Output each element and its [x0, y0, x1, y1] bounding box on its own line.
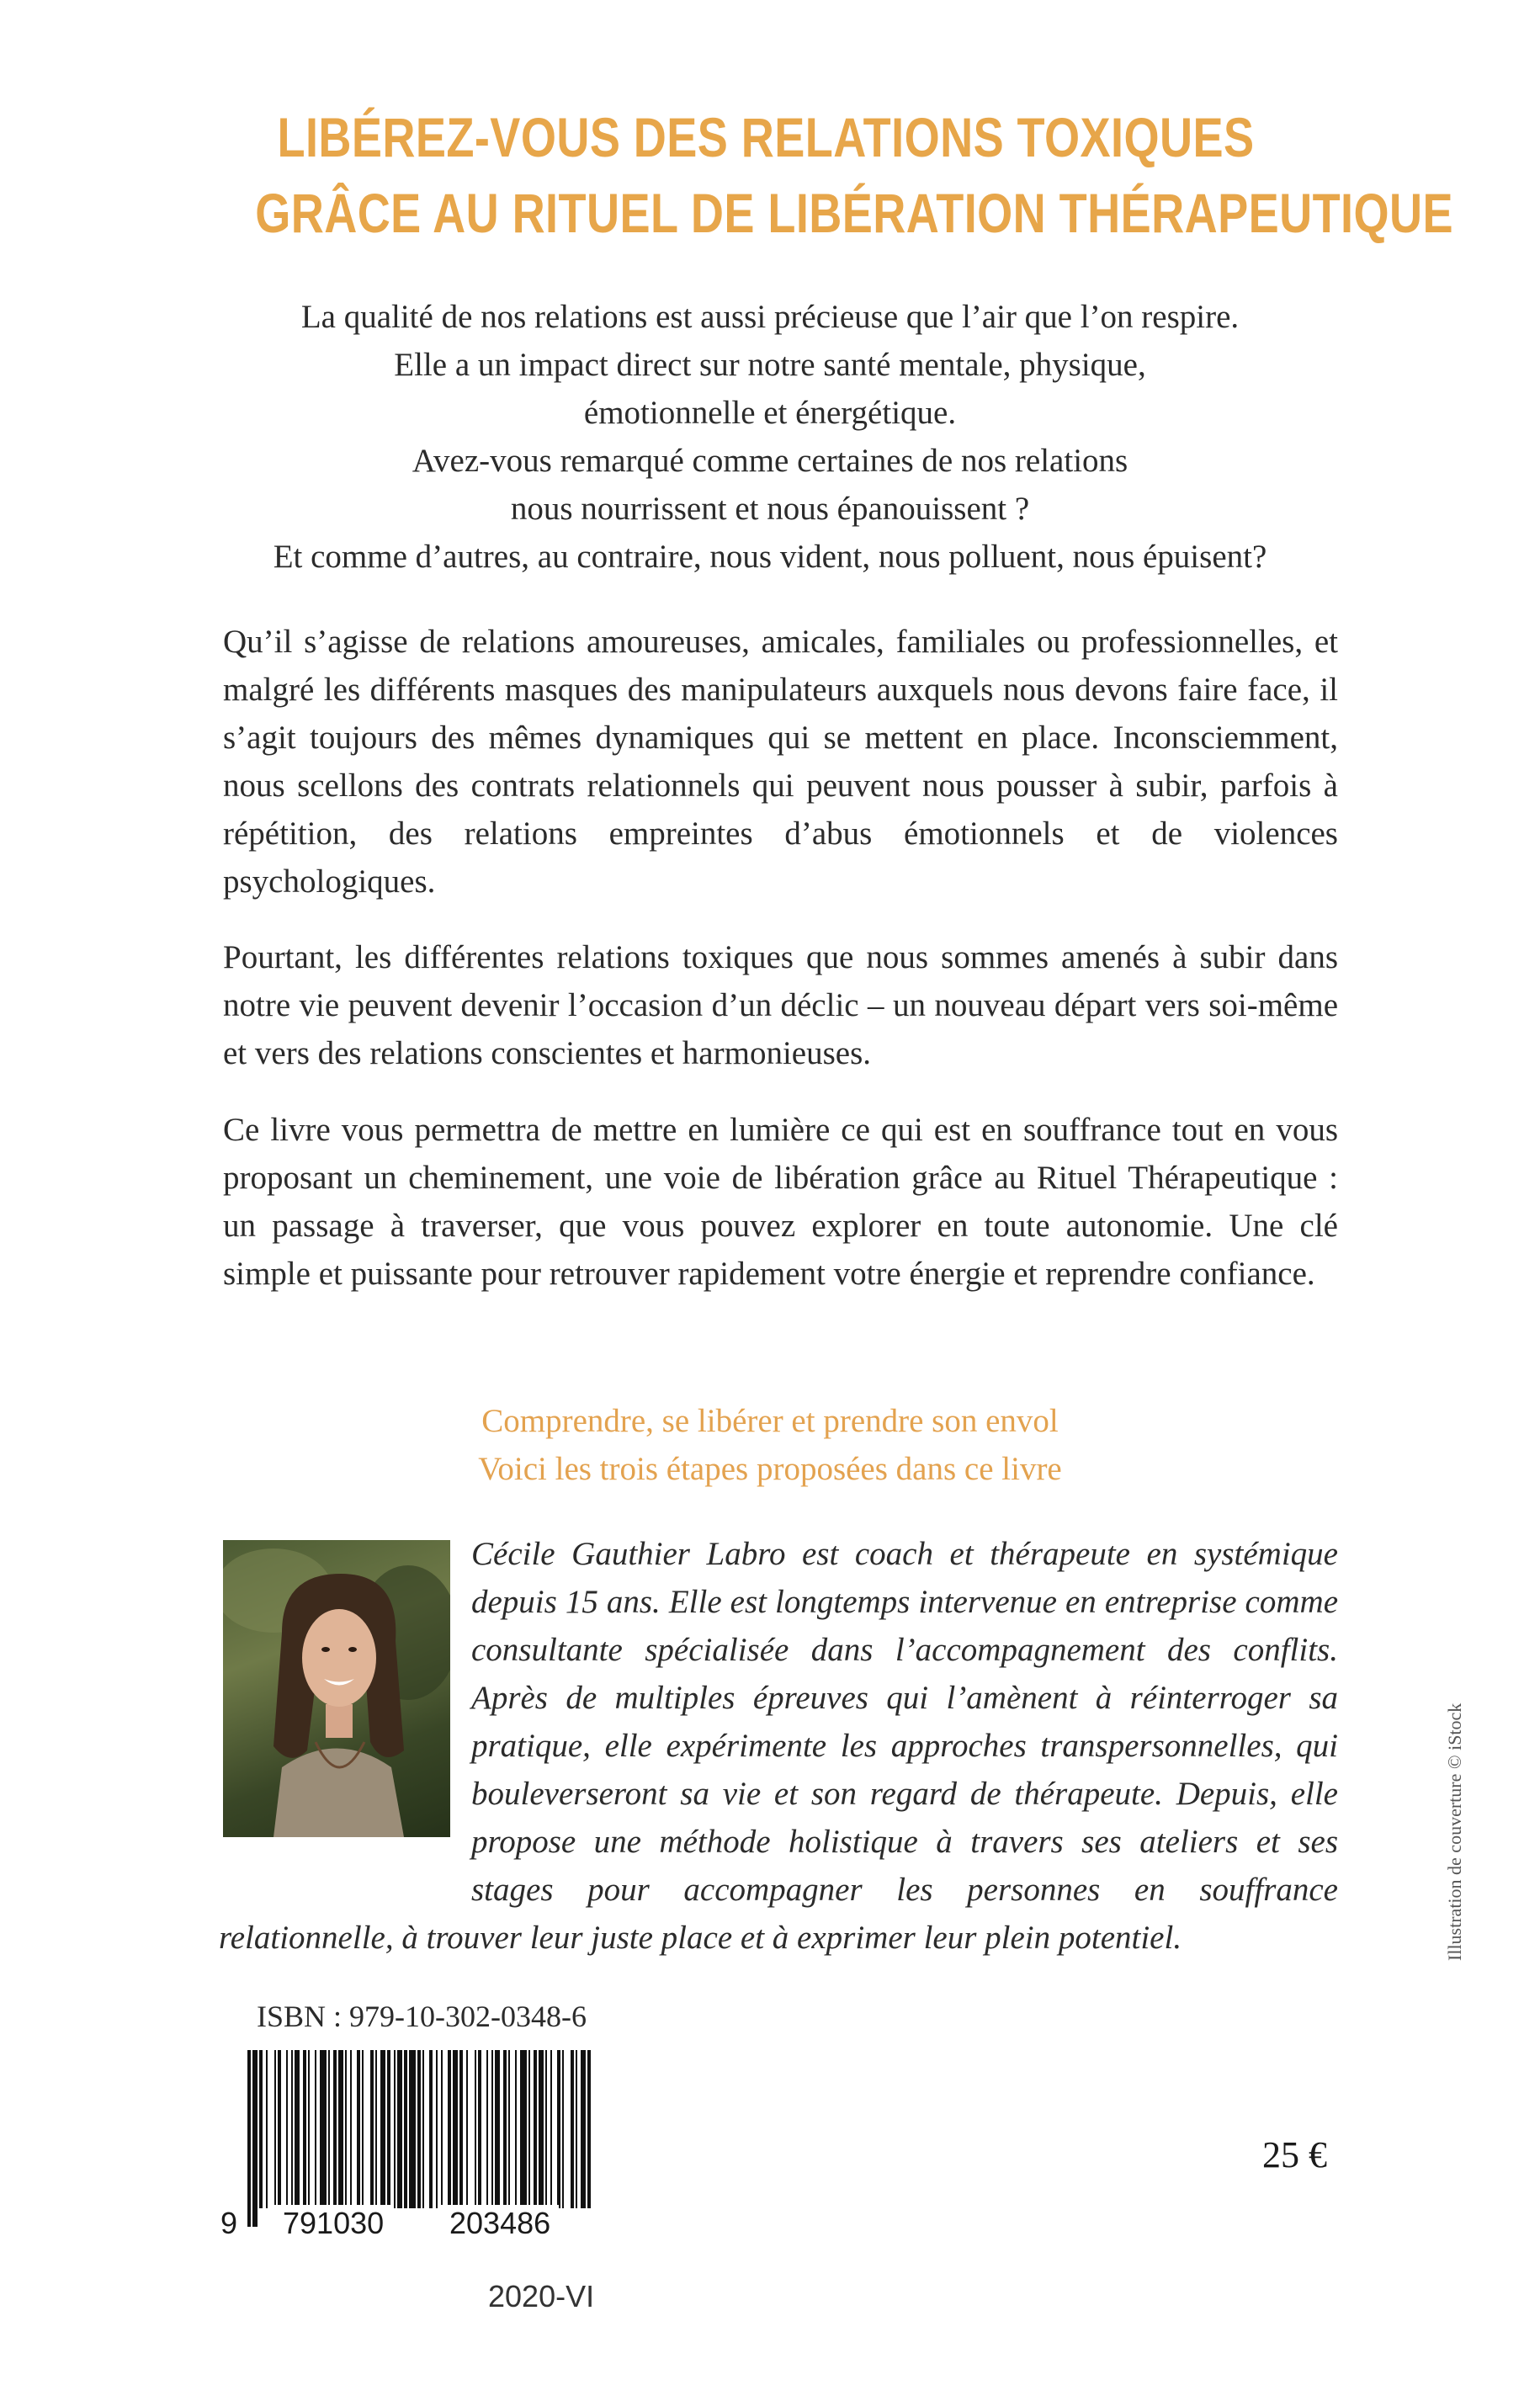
intro-line: émotionnelle et énergétique. [583, 395, 957, 431]
barcode-bar [286, 2050, 288, 2208]
barcode-bar [338, 2050, 343, 2208]
barcode-bar [508, 2050, 510, 2208]
intro-line: nous nourrissent et nous épanouissent ? [510, 491, 1030, 527]
edition-code: 2020-VI [488, 2279, 595, 2313]
barcode-bar [266, 2050, 268, 2208]
barcode-bar [466, 2050, 468, 2208]
barcode-bar [409, 2050, 416, 2208]
barcode-bar [495, 2050, 500, 2208]
barcode-bar [534, 2050, 537, 2208]
barcode-bar [448, 2050, 451, 2227]
author-bio: Cécile Gauthier Labro est coach et thérapeute en systémique depuis 15 ans. Elle est longtemps intervenue en entreprise comme consultante spécialisée dans l’accompagnement des conflits. Après de multiples épreuves qui l’amènent à réinterroger sa pratique, elle expérimente les approches transpersonnelles, qui bouleverseront sa vie et son regard de thérapeute. Depuis, elle propose une méthode holistique à travers ses ateliers et ses stages pour accompagner les personnes en souffrance relationnelle, à trouver leur juste place et à exprimer leur plein potentiel. [219, 1536, 1338, 1956]
barcode-bar [303, 2050, 306, 2208]
barcode-bar [295, 2050, 300, 2208]
barcode-bar [475, 2050, 476, 2208]
cover-credit: Illustration de couverture © iStock [1444, 1702, 1465, 1961]
barcode-bar [539, 2050, 544, 2208]
barcode-bar [291, 2050, 293, 2208]
barcode-bar [576, 2050, 577, 2208]
body-paragraph-3: Ce livre vous permettra de mettre en lumière ce qui est en souffrance tout en vous proposant un cheminement, une voie de libération grâce au Rituel Thérapeutique : un passage à traverser, que vous pouvez explorer en toute autonomie. Une clé simple et puissante pour retrouver rapidement votre énergie et reprendre confiance. [223, 1112, 1338, 1292]
body-paragraph-2: Pourtant, les différentes relations toxiques que nous sommes amenés à subir dans notre vie peuvent devenir l’occasion d’un déclic – un nouveau départ vers soi-même et vers des relations conscientes et harmonieuses. [223, 939, 1338, 1071]
barcode-bar [557, 2050, 560, 2208]
barcode-bar [528, 2050, 530, 2208]
barcode-bar [422, 2050, 424, 2208]
barcode-bar [328, 2050, 330, 2208]
barcode-group-1: 791030 [274, 2205, 392, 2242]
barcode-bar [545, 2050, 547, 2208]
barcode-bar [587, 2050, 591, 2208]
barcode-bar [274, 2050, 276, 2208]
isbn-label: ISBN : 979-10-302-0348-6 [257, 2000, 587, 2033]
barcode-group-2: 203486 [441, 2205, 559, 2242]
barcode-bar [562, 2050, 564, 2208]
intro-line: La qualité de nos relations est aussi précieuse que l’air que l’on respire. [300, 299, 1240, 335]
barcode-bar [581, 2050, 586, 2208]
barcode-bar [404, 2050, 407, 2208]
barcode-bar [308, 2050, 310, 2208]
tagline-line-2: Voici les trois étapes proposées dans ce livre [478, 1451, 1062, 1487]
cover-title [255, 99, 1454, 251]
price: 25 € [1262, 2134, 1327, 2175]
barcode-bar [357, 2050, 360, 2208]
barcode-digit-first: 9 [220, 2206, 238, 2240]
barcode-bar [571, 2050, 574, 2208]
barcode-bar [380, 2050, 385, 2208]
title-line-1: LIBÉREZ-VOUS DES RELATIONS TOXIQUES [277, 106, 1255, 168]
barcode-bar [333, 2050, 337, 2208]
intro-line: Et comme d’autres, au contraire, nous vident, nous polluent, nous épuisent? [273, 539, 1267, 575]
barcode-bar [459, 2050, 463, 2208]
barcode-bar [436, 2050, 438, 2208]
barcode-bar [550, 2050, 552, 2208]
barcode [244, 2050, 597, 2227]
barcode-bar [441, 2050, 443, 2227]
barcode-bar [259, 2050, 263, 2208]
barcode-bar [350, 2050, 352, 2227]
barcode-bar [362, 2050, 364, 2208]
intro-line: Elle a un impact direct sur notre santé mentale, physique, [394, 347, 1146, 383]
barcode-bar [503, 2050, 507, 2208]
barcode-bar [252, 2050, 258, 2227]
barcode-bar [515, 2050, 517, 2208]
tagline-line-1: Comprendre, se libérer et prendre son envol [481, 1403, 1059, 1439]
barcode-bar [320, 2050, 327, 2208]
author-photo [223, 1540, 450, 1837]
barcode-bar [397, 2050, 402, 2208]
barcode-bar [486, 2050, 488, 2208]
tagline [252, 1397, 1288, 1493]
intro-text [168, 293, 1372, 581]
title-line-2: GRÂCE AU RITUEL DE LIBÉRATION THÉRAPEUTIQUE [255, 182, 1454, 244]
barcode-bar [453, 2050, 458, 2208]
barcode-bar [417, 2050, 421, 2208]
barcode-bar [370, 2050, 374, 2208]
barcode-bar [491, 2050, 493, 2208]
barcode-bar [429, 2050, 433, 2208]
barcode-bar [387, 2050, 390, 2208]
body-paragraph-1: Qu’il s’agisse de relations amoureuses, amicales, familiales ou professionnelles, et malgré les différents masques des manipulateurs auxquels nous devons faire face, il s’agit toujours des mêmes dynamiques qui se mettent en place. Inconsciemment, nous scellons des contrats relationnels qui peuvent nous pousser à subir, parfois à répétition, des relations empreintes d’abus émotionnels et de violences psychologiques. [223, 624, 1338, 900]
barcode-bar [478, 2050, 481, 2208]
barcode-bar [315, 2050, 316, 2208]
barcode-bar [345, 2050, 347, 2227]
barcode-bar [278, 2050, 281, 2208]
author-portrait-illustration [223, 1540, 450, 1837]
barcode-bar [375, 2050, 377, 2208]
barcode-bar [394, 2050, 396, 2208]
barcode-bar [520, 2050, 527, 2208]
barcode-bar [247, 2050, 251, 2227]
intro-line: Avez-vous remarqué comme certaines de nos relations [412, 443, 1128, 479]
